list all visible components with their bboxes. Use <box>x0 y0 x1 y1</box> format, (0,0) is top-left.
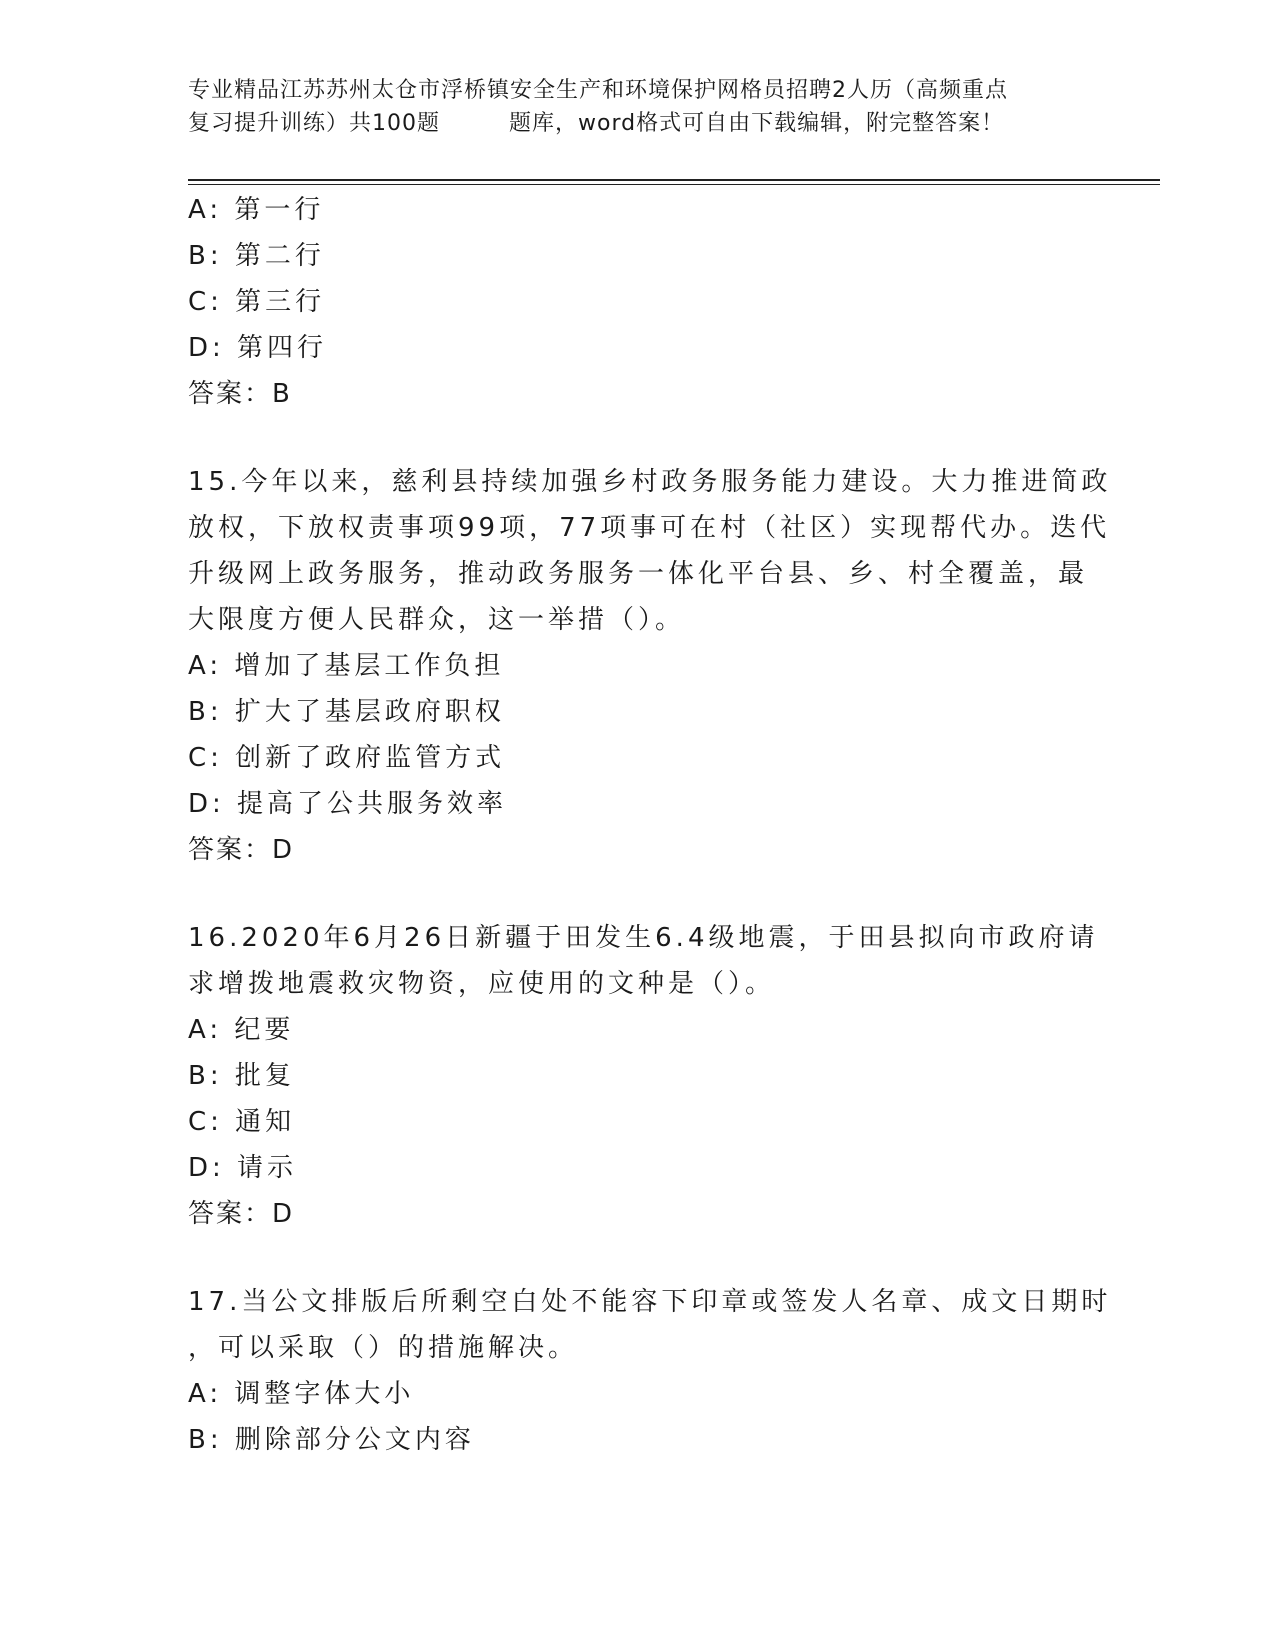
option-a: A: 第一行 <box>188 195 325 225</box>
option-a: A: 纪要 <box>188 1015 295 1045</box>
header-line-2: 复习提升训练）共100题 题库，word格式可自由下载编辑，附完整答案！ <box>188 111 1005 136</box>
option-c: C: 第三行 <box>188 287 326 317</box>
question-15 <box>188 459 1148 873</box>
question-stem-line: ，可以采取（）的措施解决。 <box>188 1333 579 1363</box>
option-a: A: 增加了基层工作负担 <box>188 651 505 681</box>
question-stem-line: 16.2020年6月26日新疆于田发生6.4级地震，于田县拟向市政府请 <box>188 923 1099 953</box>
question-stem-line: 放权，下放权责事项99项，77项事可在村（社区）实现帮代办。迭代 <box>188 513 1111 543</box>
option-d: D: 提高了公共服务效率 <box>188 789 508 819</box>
question-stem-line: 求增拨地震救灾物资，应使用的文种是（）。 <box>188 969 776 999</box>
header-rule-thick <box>188 179 1160 181</box>
option-c: C: 通知 <box>188 1107 296 1137</box>
question-stem-line: 升级网上政务服务，推动政务服务一体化平台县、乡、村全覆盖，最 <box>188 559 1089 589</box>
question-stem-line: 15.今年以来，慈利县持续加强乡村政务服务能力建设。大力推进简政 <box>188 467 1112 497</box>
spacer <box>188 417 1148 459</box>
option-c: C: 创新了政府监管方式 <box>188 743 506 773</box>
header-rule-thin <box>188 184 1160 185</box>
spacer <box>188 1237 1148 1279</box>
question-stem-line: 大限度方便人民群众，这一举措（）。 <box>188 605 686 635</box>
option-d: D: 第四行 <box>188 333 328 363</box>
question-stem-line: 17.当公文排版后所剩空白处不能容下印章或签发人名章、成文日期时 <box>188 1287 1112 1317</box>
question-16 <box>188 915 1148 1237</box>
answer: 答案：D <box>188 1199 295 1229</box>
option-d: D: 请示 <box>188 1153 298 1183</box>
option-b: B: 批复 <box>188 1061 295 1091</box>
option-b: B: 删除部分公文内容 <box>188 1425 475 1455</box>
option-b: B: 第二行 <box>188 241 325 271</box>
question-list <box>188 187 1148 1463</box>
spacer <box>188 873 1148 915</box>
question-17 <box>188 1279 1148 1463</box>
header-line-1: 专业精品江苏苏州太仓市浮桥镇安全生产和环境保护网格员招聘2人历（高频重点 <box>188 78 1008 103</box>
option-b: B: 扩大了基层政府职权 <box>188 697 505 727</box>
question-14 <box>188 187 1148 417</box>
answer: 答案：B <box>188 379 292 409</box>
answer: 答案：D <box>188 835 295 865</box>
document-header <box>188 74 1088 140</box>
option-a: A: 调整字体大小 <box>188 1379 415 1409</box>
